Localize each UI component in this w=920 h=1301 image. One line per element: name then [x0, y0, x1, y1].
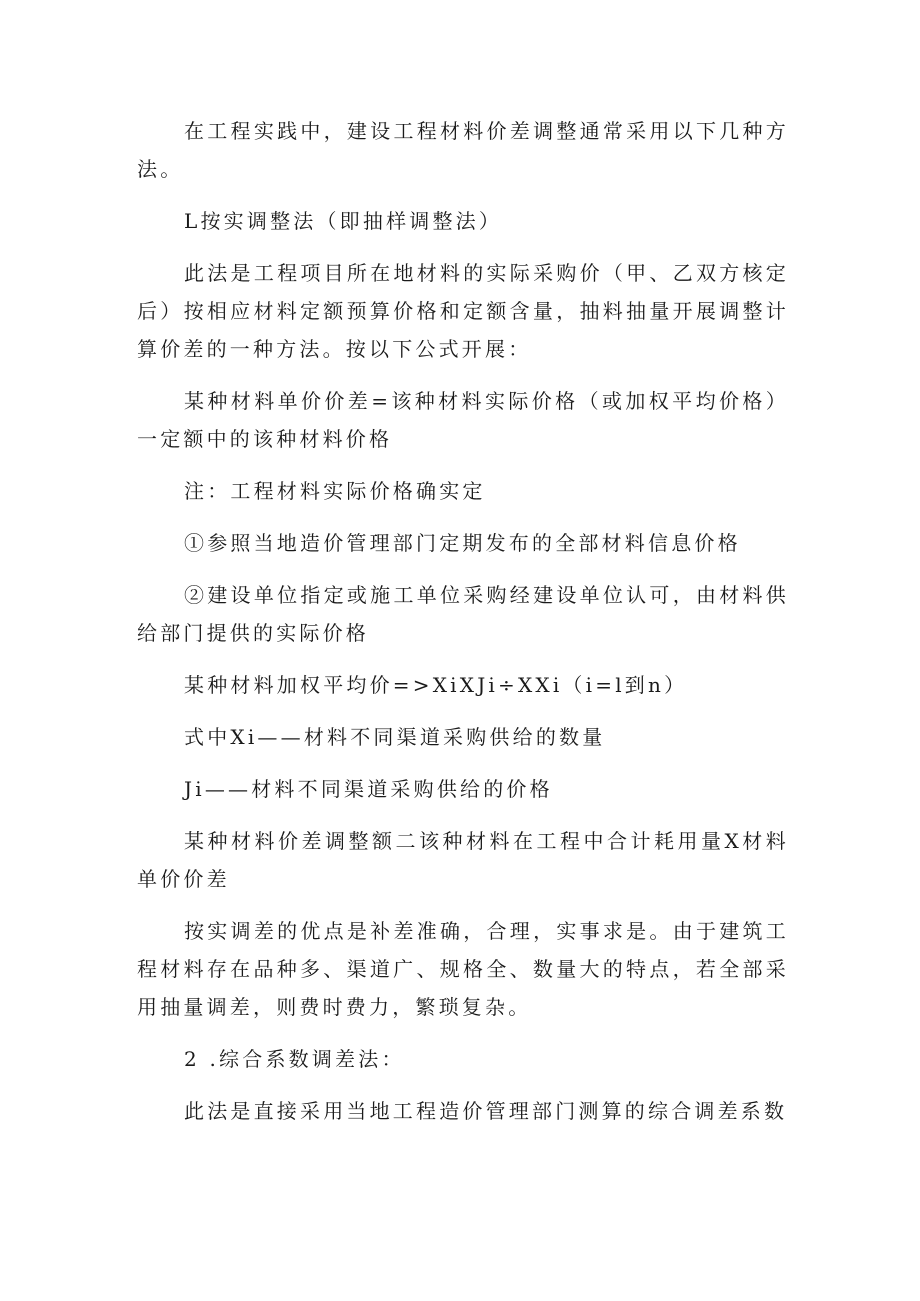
heading-actual-adjustment-method: L按实调整法（即抽样调整法）	[184, 209, 503, 233]
list-item-2: ②建设单位指定或施工单位采购经建设单位认可，由材料供给部门提供的实际价格	[137, 583, 789, 645]
paragraph-note: 注：工程材料实际价格确实定	[184, 479, 486, 503]
list-item-1: ①参照当地造价管理部门定期发布的全部材料信息价格	[184, 531, 741, 555]
heading-comprehensive-coefficient-method: 2 .综合系数调差法：	[184, 1047, 405, 1071]
paragraph-method-definition: 此法是工程项目所在地材料的实际采购价（甲、乙双方核定后）按相应材料定额预算价格和定额含量，抽料抽量开展调整计算价差的一种方法。按以下公式开展：	[137, 261, 789, 361]
paragraph-adjustment-amount-formula: 某种材料价差调整额二该种材料在工程中合计耗用量X材料单价价差	[137, 829, 789, 891]
paragraph-coefficient-definition: 此法是直接采用当地工程造价管理部门测算的综合调差系数	[184, 1099, 788, 1123]
paragraph-unit-price-formula: 某种材料单价价差=该种材料实际价格（或加权平均价格）一定额中的该种材料价格	[137, 389, 789, 451]
document-page	[137, 112, 789, 1144]
paragraph-advantages: 按实调差的优点是补差准确，合理，实事求是。由于建筑工程材料存在品种多、渠道广、规格全、数量大的特点，若全部采用抽量调差，则费时费力，繁琐复杂。	[137, 919, 789, 1019]
paragraph-variable-xi: 式中Xi——材料不同渠道采购供给的数量	[184, 725, 606, 749]
paragraph-variable-ji: Ji——材料不同渠道采购供给的价格	[184, 777, 553, 801]
paragraph-intro: 在工程实践中，建设工程材料价差调整通常采用以下几种方法。	[137, 119, 789, 181]
paragraph-weighted-average-formula: 某种材料加权平均价=>XiXJi÷XXi（i=l到n）	[184, 673, 688, 697]
